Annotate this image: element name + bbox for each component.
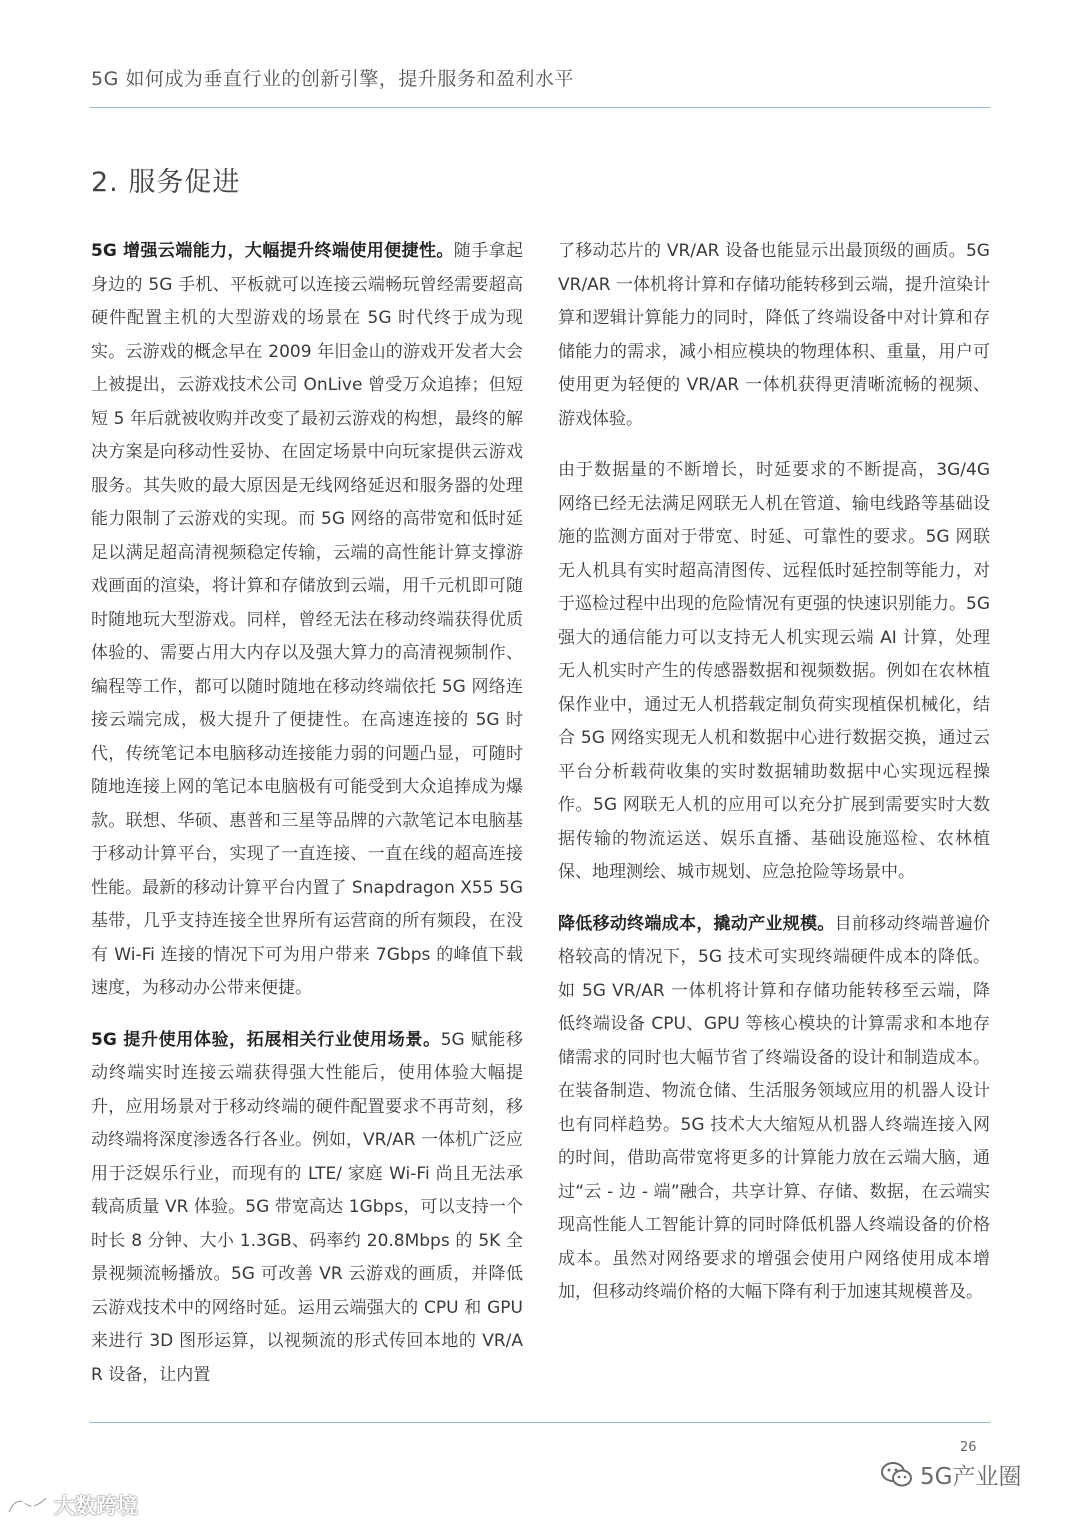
running-header-title: 5G 如何成为垂直行业的创新引擎，提升服务和盈利水平 xyxy=(91,68,574,90)
paragraph-lead: 降低移动终端成本，撬动产业规模。 xyxy=(558,913,835,934)
paragraph-user-experience xyxy=(91,1024,523,1393)
paragraph-terminal-cost xyxy=(558,908,990,1310)
footer-divider xyxy=(90,1422,990,1423)
corner-watermark xyxy=(6,1490,138,1520)
header-divider xyxy=(90,107,990,108)
paragraph-lead: 5G 增强云端能力，大幅提升终端使用便捷性。 xyxy=(91,241,454,261)
paragraph-cloud-capability xyxy=(91,235,523,1006)
paragraph-body: 目前移动终端普遍价格较高的情况下，5G 技术可实现终端硬件成本的降低。如 5G VR/AR 一体机将计算和存储功能转移至云端，降低终端设备 CPU、GPU 等核心模块的计算需求和本地存储需求的同时也大幅节省了终端设备的设计和制造成本。在装备制造、物流仓储、生活服务领域应用的机器人设计也有同样趋势。5G 技术大大缩短从机器人终端连接入网的时间，借助高带宽将更多的计算能力放在云端大脑，通过“云 - 边 - 端”融合，共享计算、存储、数据，在云端实现高性能人工智能计算的同时降低机器人终端设备的价格成本。虽然对网络要求的增强会使用户网络使用成本增加，但移动终端价格的大幅下降有利于加速其规模普及。 xyxy=(558,913,991,1302)
wechat-icon xyxy=(880,1461,914,1489)
paragraph-lead: 5G 提升使用体验，拓展相关行业使用场景。 xyxy=(91,1029,441,1050)
paragraph-vr-continued xyxy=(558,235,990,436)
wechat-watermark-text: 5G产业圈 xyxy=(920,1464,1022,1490)
paragraph-body: 5G 赋能移动终端实时连接云端获得强大性能后，使用体验大幅提升，应用场景对于移动终端的硬件配置要求不再苛刻，移动终端将深度渗透各行各业。例如，VR/AR 一体机广泛应用于泛娱乐行业，而现有的 LTE/ 家庭 Wi-Fi 尚且无法承载高质量 VR 体验。5G 带宽高达 1Gbps，可以支持一个时长 8 分钟、大小 1.3GB、码率约 20.8Mbps 的 5K 全景视频流畅播放。5G 可改善 VR 云游戏的画质，并降低云游戏技术中的网络时延。运用云端强大的 CPU 和 GPU 来进行 3D 图形运算，以视频流的形式传回本地的 VR/AR 设备，让内置 xyxy=(91,1029,524,1385)
wechat-watermark xyxy=(880,1458,1021,1491)
paragraph-body: 随手拿起身边的 5G 手机、平板就可以连接云端畅玩曾经需要超高硬件配置主机的大型游戏的场景在 5G 时代终于成为现实。云游戏的概念早在 2009 年旧金山的游戏开发者大会上被提出，云游戏技术公司 OnLive 曾受万众追捧；但短短 5 年后就被收购并改变了最初云游戏的构想，最终的解决方案是向移动性妥协、在固定场景中向玩家提供云游戏服务。其失败的最大原因是无线网络延迟和服务器的处理能力限制了云游戏的实现。而 5G 网络的高带宽和低时延足以满足超高清视频稳定传输，云端的高性能计算支撑游戏画面的渲染，将计算和存储放到云端，用千元机即可随时随地玩大型游戏。同样，曾经无法在移动终端获得优质体验的、需要占用大内存以及强大算力的高清视频制作、编程等工作，都可以随时随地在移动终端依托 5G 网络连接云端完成，极大提升了便捷性。在高速连接的 5G 时代，传统笔记本电脑移动连接能力弱的问题凸显，可随时随地连接上网的笔记本电脑极有可能受到大众追捧成为爆款。联想、华硕、惠普和三星等品牌的六款笔记本电脑基于移动计算平台，实现了一直连接、一直在线的超高连接性能。最新的移动计算平台内置了 Snapdragon X55 5G 基带，几乎支持连接全世界所有运营商的所有频段，在没有 Wi-Fi 连接的情况下可为用户带来 7Gbps 的峰值下载速度，为移动办公带来便捷。 xyxy=(91,241,524,998)
paragraph-drones xyxy=(558,454,990,890)
section-title: 2. 服务促进 xyxy=(91,167,241,198)
corner-watermark-text: 大数跨境 xyxy=(54,1494,138,1518)
page-number: 26 xyxy=(960,1440,977,1455)
paragraph-body: 了移动芯片的 VR/AR 设备也能显示出最顶级的画质。5G VR/AR 一体机将计算和存储功能转移到云端，提升渲染计算和逻辑计算能力的同时，降低了终端设备中对计算和存储能力的需求，减小相应模块的物理体积、重量，用户可使用更为轻便的 VR/AR 一体机获得更清晰流畅的视频、游戏体验。 xyxy=(558,241,991,429)
watermark-logo-icon xyxy=(6,1492,50,1518)
right-column xyxy=(558,235,990,1328)
left-column xyxy=(91,235,523,1410)
paragraph-body: 由于数据量的不断增长，时延要求的不断提高，3G/4G 网络已经无法满足网联无人机在管道、输电线路等基础设施的监测方面对于带宽、时延、可靠性的要求。5G 网联无人机具有实时超高清图传、远程低时延控制等能力，对于巡检过程中出现的危险情况有更强的快速识别能力。5G 强大的通信能力可以支持无人机实现云端 AI 计算，处理无人机实时产生的传感器数据和视频数据。例如在农林植保作业中，通过无人机搭载定制负荷实现植保机械化，结合 5G 网络实现无人机和数据中心进行数据交换，通过云平台分析载荷收集的实时数据辅助数据中心实现远程操作。5G 网联无人机的应用可以充分扩展到需要实时大数据传输的物流运送、娱乐直播、基础设施巡检、农林植保、地理测绘、城市规划、应急抢险等场景中。 xyxy=(558,460,990,882)
